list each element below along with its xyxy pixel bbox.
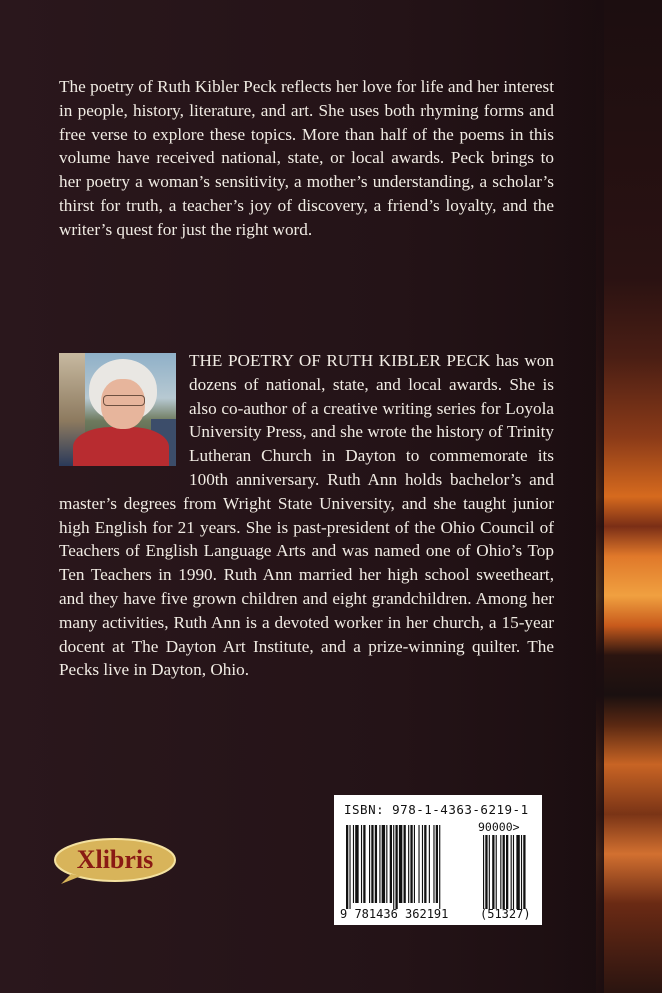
publisher-logo-text: Xlibris — [76, 845, 154, 874]
author-photo — [59, 353, 176, 466]
barcode-bars — [346, 825, 536, 909]
book-blurb: The poetry of Ruth Kibler Peck reflects her love for life and her interest in people, history, literature, and art. She uses both rhyming forms and free verse to explore these topics. More than half of the poems in this volume have received national, state, or local awards. Peck brings to her poetry a woman’s sensitivity, a mother’s understanding, a scholar’s thirst for truth, a teacher’s joy of discovery, a friend’s loyalty, and the writer’s quest for just the right word. — [59, 77, 554, 239]
cover-shadow — [560, 0, 604, 993]
barcode — [334, 795, 542, 925]
publisher-logo — [51, 836, 178, 886]
sunset-photo-strip — [596, 0, 662, 993]
ean-digits: 9 781436 362191 — [340, 907, 449, 921]
isbn-label: ISBN: 978-1-4363-6219-1 — [344, 802, 529, 817]
addon-digits: (51327) — [480, 907, 531, 921]
price-code: 90000> — [478, 820, 520, 834]
author-bio — [59, 349, 554, 682]
author-bio-text: THE POETRY OF RUTH KIBLER PECK has won dozens of national, state, and local awards. She is also co-author of a creative writing series for Loyola University Press, and she wrote the history of Trinity Lutheran Church in Dayton to commemorate its 100th anniversary. Ruth Ann holds bachelor’s and master’s degrees from Wright State University, and she taught junior high English for 21 years. She is past-president of the Ohio Council of Teachers of English Language Arts and was named one of Ohio’s Top Ten Teachers in 1990. Ruth Ann married her high school sweetheart, and they have five grown children and eight grandchildren. Among her many activities, Ruth Ann is a devoted worker in her church, a 15-year docent at The Dayton Art Institute, and a prize-winning quilter. The Pecks live in Dayton, Ohio. — [59, 351, 554, 680]
